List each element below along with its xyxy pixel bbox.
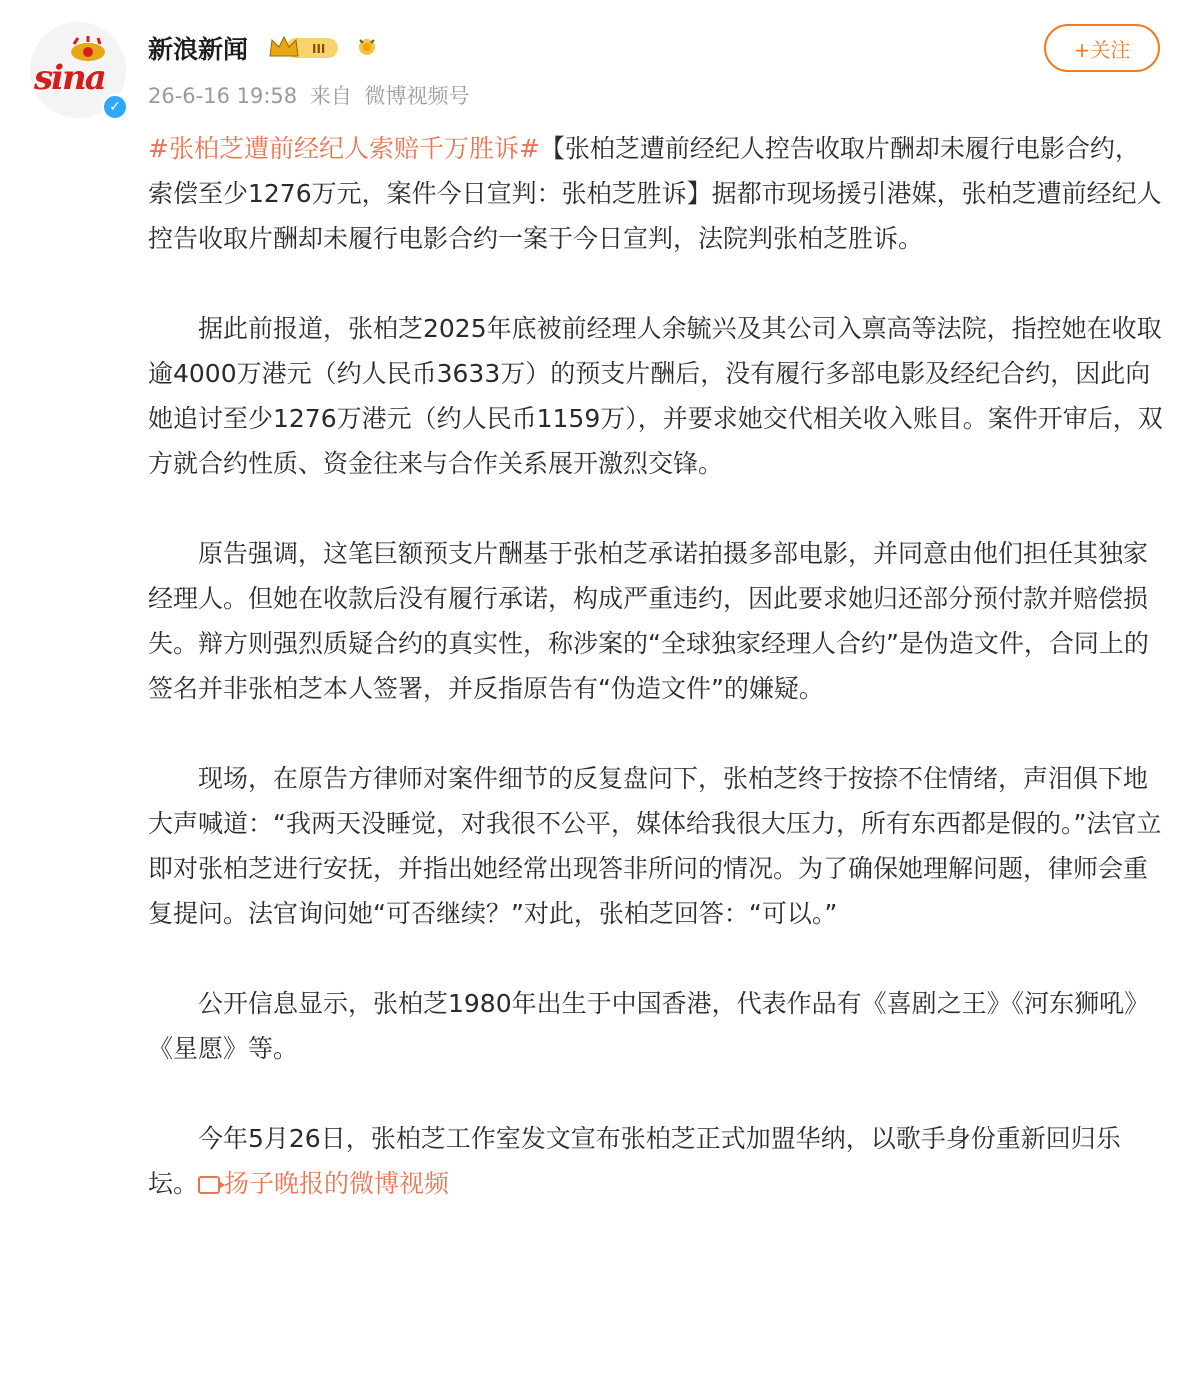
video-link[interactable] — [198, 1169, 449, 1198]
post-meta — [148, 80, 476, 110]
verified-badge-icon: ✓ — [102, 94, 128, 120]
hashtag-link[interactable]: #张柏芝遭前经纪人索赔千万胜诉# — [148, 134, 540, 163]
paragraph-6-text: 今年5月26日，张柏芝工作室发文宣布张柏芝正式加盟华纳，以歌手身份重新回归乐坛。 — [148, 1124, 1121, 1198]
paragraph-1 — [148, 126, 1164, 261]
paragraph-2: 据此前报道，张柏芝2025年底被前经理人余毓兴及其公司入禀高等法院，指控她在收取逾4000万港元（约人民币3633万）的预支片酬后，没有履行多部电影及经纪合约，因此向她追讨至少1276万港元（约人民币1159万），并要求她交代相关收入账目。案件开审后，双方就合约性质、资金往来与合作关系展开激烈交锋。 — [148, 314, 1163, 478]
post-source[interactable]: 微博视频号 — [364, 84, 470, 108]
paragraph-3: 原告强调，这笔巨额预支片酬基于张柏芝承诺拍摄多部电影，并同意由他们担任其独家经理人。但她在收款后没有履行承诺，构成严重违约，因此要求她归还部分预付款并赔偿损失。辩方则强烈质疑合约的真实性，称涉案的“全球独家经理人合约”是伪造文件，合同上的签名并非张柏芝本人签署，并反指原告有“伪造文件”的嫌疑。 — [148, 539, 1149, 703]
source-prefix: 来自 — [309, 84, 352, 108]
post-timestamp[interactable]: 26-6-16 19:58 — [148, 84, 298, 108]
paragraph-1-text: 【张柏芝遭前经纪人控告收取片酬却未履行电影合约，索偿至少1276万元，案件今日宣判：张柏芝胜诉】据都市现场援引港媒，张柏芝遭前经纪人控告收取片酬却未履行电影合约一案于今日宣判，法院判张柏芝胜诉。 — [148, 134, 1162, 253]
medal-icon[interactable] — [356, 36, 378, 58]
level-badge-text: III — [312, 42, 326, 56]
vip-crown-icon[interactable] — [268, 34, 340, 62]
follow-button[interactable]: +关注 — [1044, 24, 1160, 72]
paragraph-6 — [148, 1116, 1164, 1206]
post-content — [148, 126, 1164, 1251]
paragraph-4: 现场，在原告方律师对案件细节的反复盘问下，张柏芝终于按捺不住情绪，声泪俱下地大声喊道：“我两天没睡觉，对我很不公平，媒体给我很大压力，所有东西都是假的。”法官立即对张柏芝进行安抚，并指出她经常出现答非所问的情况。为了确保她理解问题，律师会重复提问。法官询问她“可否继续？”对此，张柏芝回答：“可以。” — [148, 764, 1162, 928]
video-icon — [198, 1176, 220, 1194]
paragraph-5: 公开信息显示，张柏芝1980年出生于中国香港，代表作品有《喜剧之王》《河东狮吼》《星愿》等。 — [148, 989, 1150, 1063]
sina-logo: sina — [34, 58, 105, 98]
video-link-label[interactable]: 扬子晚报的微博视频 — [224, 1169, 450, 1198]
account-name[interactable]: 新浪新闻 — [148, 35, 249, 64]
